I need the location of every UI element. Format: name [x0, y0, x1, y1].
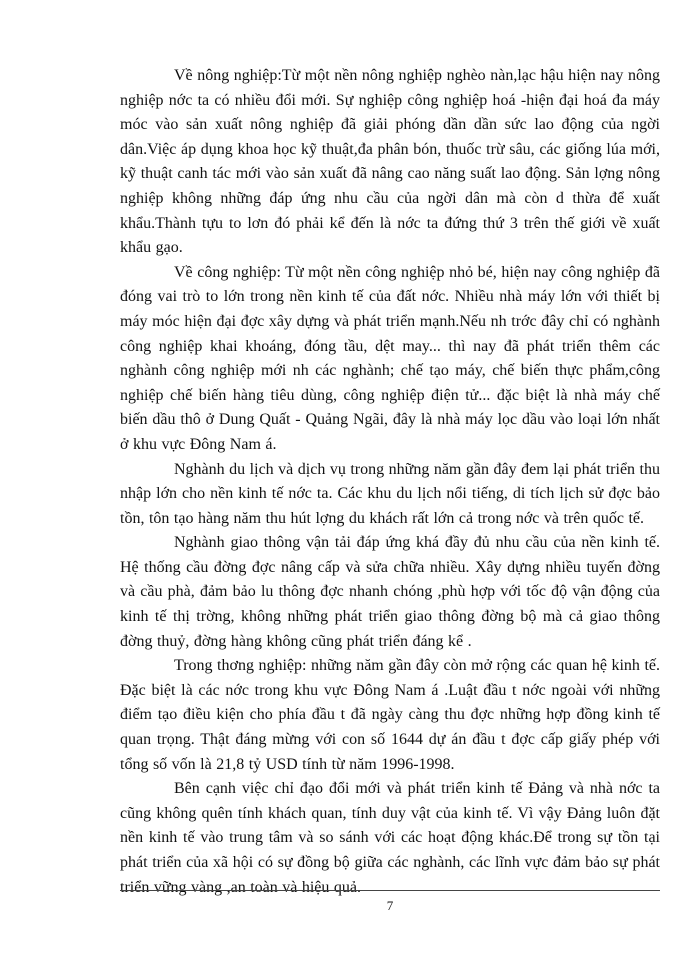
paragraph-conclusion: Bên cạnh việc chỉ đạo đổi mới và phát triển kinh tế Đảng và nhà nớc ta cũng không quên tính khách quan, tính duy vật của kinh tế. Vì vậy Đảng luôn đặt nền kinh tế vào trung tâm và so sánh với các hoạt động khác.Để trong sự tồn tại phát triển của xã hội có sự đồng bộ giữa các nghành, các lĩnh vực đảm bảo sự phát triển vững vàng ,an toàn và hiệu quả. [120, 780, 660, 896]
document-body [120, 64, 660, 900]
paragraph-agriculture: Về nông nghiệp:Từ một nền nông nghiệp nghèo nàn,lạc hậu hiện nay nông nghiệp nớc ta có nhiều đổi mới. Sự nghiệp công nghiệp hoá -hiện đại hoá đa máy móc vào sản xuất nông nghiệp đã giải phóng dần dần sức lao động của ngời dân.Việc áp dụng khoa học kỹ thuật,đa phân bón, thuốc trừ sâu, các giống lúa mới, kỹ thuật canh tác mới vào sản xuất đã nâng cao năng suất lao động. Sản lợng nông nghiệp không những đáp ứng nhu cầu của ngời dân mà còn d thừa để xuất khẩu.Thành tựu to lơn đó phải kể đến là nớc ta đứng thứ 3 trên thế giới về xuất khẩu gạo. [120, 67, 660, 257]
paragraph-commerce: Trong thơng nghiệp: những năm gần đây còn mở rộng các quan hệ kinh tế. Đặc biệt là các nớc trong khu vực Đông Nam á .Luật đầu t nớc ngoài với những điểm tạo điều kiện cho phía đầu t đã ngày càng thu đợc những hợp đồng kinh tế quan trọng. Thật đáng mừng với con số 1644 dự án đầu t đợc cấp giấy phép với tổng số vốn là 21,8 tỷ USD tính từ năm 1996-1998. [120, 657, 660, 773]
footer-divider [120, 890, 660, 891]
paragraph-industry: Về công nghiệp: Từ một nền công nghiệp nhỏ bé, hiện nay công nghiệp đã đóng vai trò to lớn trong nền kinh tế của đất nớc. Nhiều nhà máy lớn với thiết bị máy móc hiện đại đợc xây dựng và phát triển mạnh.Nếu nh trớc đây chỉ có nghành công nghiệp khai khoáng, đóng tầu, dệt may... thì nay đã phát triển thêm các nghành công nghiệp mới nh các nghành; chế tạo máy, chế biến thực phẩm,công nghiệp chế biến hàng tiêu dùng, công nghiệp điện tử... đặc biệt là nhà máy chế biến dầu thô ở Dung Quất - Quảng Ngãi, đây là nhà máy lọc dầu vào loại lớn nhất ở khu vực Đông Nam á. [120, 263, 660, 453]
paragraph-tourism: Nghành du lịch và dịch vụ trong những năm gần đây đem lại phát triển thu nhập lớn cho nền kinh tế nớc ta. Các khu du lịch nổi tiếng, di tích lịch sử đợc bảo tồn, tôn tạo hàng năm thu hút lợng du khách rất lớn cả trong nớc và trên quốc tế. [120, 460, 660, 527]
paragraph-transport: Nghành giao thông vận tải đáp ứng khá đầy đủ nhu cầu của nền kinh tế. Hệ thống cầu đờng đợc nâng cấp và sửa chữa nhiều. Xây dựng nhiều tuyến đờng và cầu phà, đảm bảo lu thông đợc nhanh chóng ,phù hợp với tốc độ vận động của kinh tế thị trờng, không những phát triển giao thông đờng bộ mà cả giao thông đờng thuỷ, đờng hàng không cũng phát triển đáng kể . [120, 534, 660, 650]
page-number: 7 [386, 898, 394, 913]
